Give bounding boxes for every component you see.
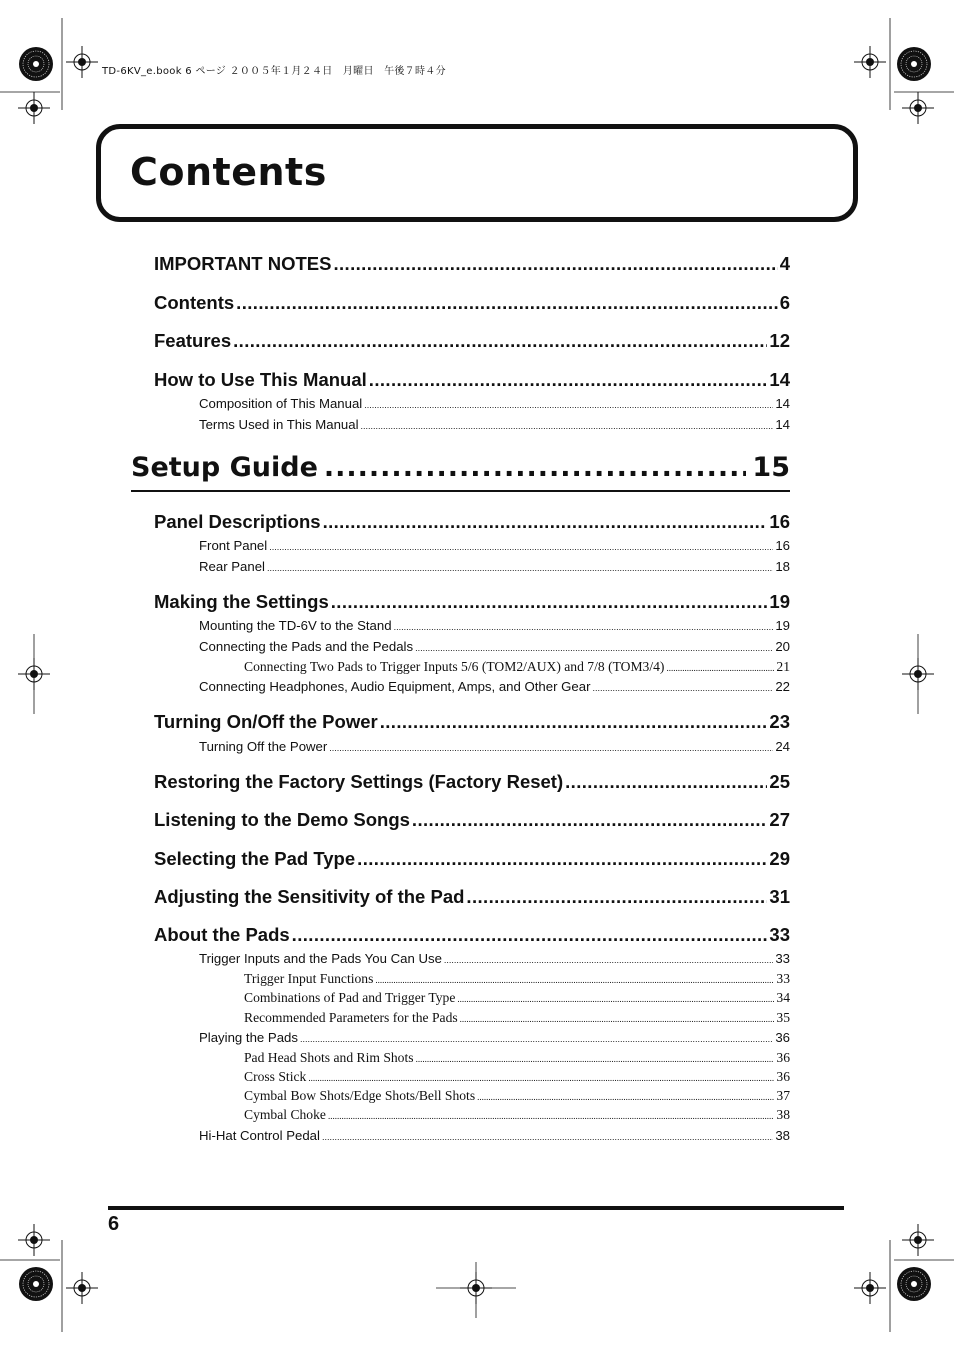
toc-entry[interactable]: Cross Stick ..... 36: [244, 1069, 790, 1085]
page-title: Contents: [130, 150, 327, 194]
toc-entry[interactable]: Playing the Pads ..... 36: [199, 1030, 790, 1045]
toc-entry[interactable]: Front Panel ..... 16: [199, 538, 790, 553]
toc-entry[interactable]: Trigger Input Functions ..... 33: [244, 971, 790, 987]
toc-entry[interactable]: About the Pads ..... 33: [154, 924, 790, 946]
toc-entry[interactable]: Restoring the Factory Settings (Factory Reset) ..... 25: [154, 771, 790, 793]
toc-entry-how-to-use[interactable]: How to Use This Manual ..... 14: [154, 369, 790, 391]
toc-entry-terms[interactable]: Terms Used in This Manual ..... 14: [199, 417, 790, 432]
toc-entry[interactable]: Connecting Two Pads to Trigger Inputs 5/6 (TOM2/AUX) and 7/8 (TOM3/4) ..... 21: [244, 659, 790, 675]
toc-entry[interactable]: Recommended Parameters for the Pads ..... 35: [244, 1010, 790, 1026]
section-underline: [131, 490, 790, 492]
toc-entry[interactable]: Pad Head Shots and Rim Shots ..... 36: [244, 1050, 790, 1066]
toc-entry[interactable]: Mounting the TD-6V to the Stand ..... 19: [199, 618, 790, 633]
page-number: 6: [108, 1213, 120, 1235]
footer-rule: [108, 1206, 844, 1210]
toc-entry[interactable]: Selecting the Pad Type ..... 29: [154, 848, 790, 870]
toc-entry-contents[interactable]: Contents ..... 6: [154, 292, 790, 314]
toc-entry[interactable]: Listening to the Demo Songs ..... 27: [154, 809, 790, 831]
toc-entry-composition[interactable]: Composition of This Manual ..... 14: [199, 396, 790, 411]
toc-entry[interactable]: Turning Off the Power ..... 24: [199, 739, 790, 754]
print-header: TD-6KV_e.book 6 ページ ２００５年１月２４日 月曜日 午後７時４分: [102, 66, 446, 77]
toc-entry[interactable]: Turning On/Off the Power ..... 23: [154, 711, 790, 733]
toc-entry-features[interactable]: Features ..... 12: [154, 330, 790, 352]
section-heading-setup-guide[interactable]: Setup Guide ..... 15: [131, 452, 790, 483]
toc-entry[interactable]: Connecting Headphones, Audio Equipment, Amps, and Other Gear ..... 22: [199, 679, 790, 694]
toc-entry[interactable]: Cymbal Choke ..... 38: [244, 1107, 790, 1123]
toc-entry[interactable]: Connecting the Pads and the Pedals ..... 20: [199, 639, 790, 654]
toc-entry[interactable]: Adjusting the Sensitivity of the Pad ..... 31: [154, 886, 790, 908]
toc-entry-important-notes[interactable]: IMPORTANT NOTES ..... 4: [154, 253, 790, 275]
toc-entry[interactable]: Trigger Inputs and the Pads You Can Use ..... 33: [199, 951, 790, 966]
toc-entry[interactable]: Combinations of Pad and Trigger Type ..... 34: [244, 990, 790, 1006]
toc-entry[interactable]: Cymbal Bow Shots/Edge Shots/Bell Shots ..... 37: [244, 1088, 790, 1104]
toc-entry[interactable]: Panel Descriptions ..... 16: [154, 511, 790, 533]
toc-entry[interactable]: Rear Panel ..... 18: [199, 559, 790, 574]
toc-entry[interactable]: Hi-Hat Control Pedal ..... 38: [199, 1128, 790, 1143]
toc-entry[interactable]: Making the Settings ..... 19: [154, 591, 790, 613]
